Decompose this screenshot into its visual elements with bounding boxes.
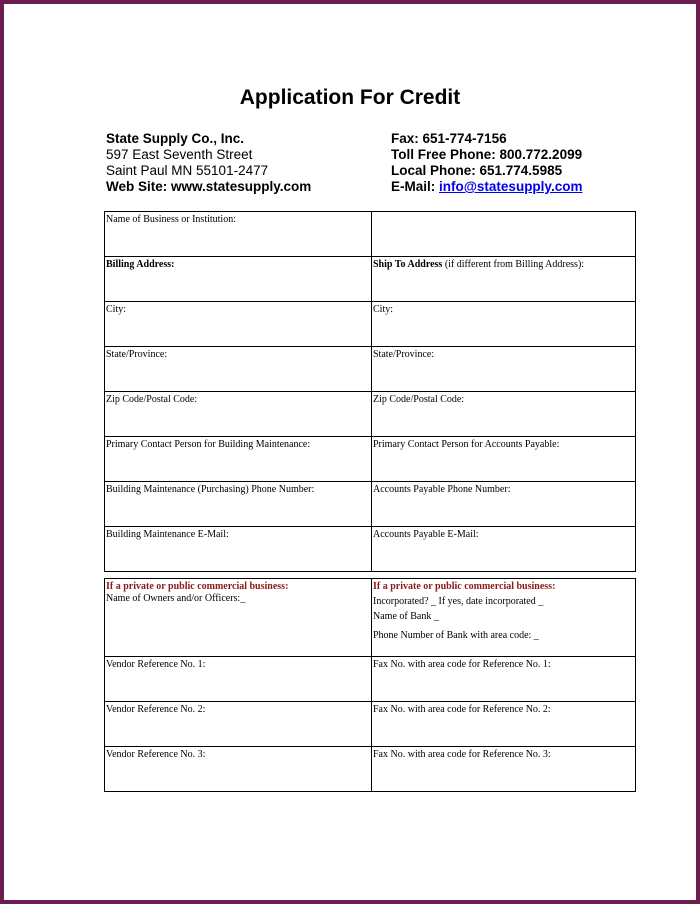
business-info-table	[104, 211, 636, 572]
billing-zip-field[interactable]	[105, 392, 372, 437]
business-references-table	[104, 578, 636, 792]
company-email-link[interactable]: info@statesupply.com	[439, 179, 583, 194]
maintenance-phone-field[interactable]	[105, 482, 372, 527]
field-label: Fax No. with area code for Reference No. 1:	[373, 659, 551, 670]
table-row	[105, 302, 636, 347]
vendor-reference-1-field[interactable]	[105, 657, 372, 702]
company-contact	[391, 131, 582, 195]
field-label: Accounts Payable Phone Number:	[373, 484, 511, 495]
field-label: Primary Contact Person for Accounts Payable:	[373, 439, 560, 450]
vendor-reference-2-field[interactable]	[105, 702, 372, 747]
table-row	[105, 527, 636, 572]
table-row	[105, 702, 636, 747]
field-label-note: (if different from Billing Address):	[442, 259, 585, 270]
section-heading: If a private or public commercial business:	[373, 581, 556, 592]
field-label: State/Province:	[106, 349, 168, 360]
company-name: State Supply Co., Inc.	[106, 131, 245, 146]
field-label: Vendor Reference No. 2:	[106, 704, 206, 715]
field-label: Name of Business or Institution:	[106, 214, 236, 225]
ship-to-address-field[interactable]	[372, 257, 636, 302]
business-name-extra-field[interactable]	[372, 212, 636, 257]
reference-2-fax-field[interactable]	[372, 702, 636, 747]
field-label: Zip Code/Postal Code:	[373, 394, 465, 405]
field-label: Vendor Reference No. 1:	[106, 659, 206, 670]
table-row	[105, 347, 636, 392]
field-label: City:	[373, 304, 394, 315]
field-label: Building Maintenance (Purchasing) Phone Number:	[106, 484, 315, 495]
company-local-phone: Local Phone: 651.774.5985	[391, 163, 563, 178]
section-heading: If a private or public commercial business:	[106, 581, 289, 592]
table-row	[105, 257, 636, 302]
company-city: Saint Paul MN 55101-2477	[106, 163, 269, 178]
ap-email-field[interactable]	[372, 527, 636, 572]
company-email-label: E-Mail:	[391, 179, 440, 194]
billing-address-field[interactable]	[105, 257, 372, 302]
maintenance-email-field[interactable]	[105, 527, 372, 572]
billing-state-field[interactable]	[105, 347, 372, 392]
ap-phone-field[interactable]	[372, 482, 636, 527]
business-name-field[interactable]	[105, 212, 372, 257]
field-label: Name of Owners and/or Officers:_	[106, 593, 246, 604]
field-label: Fax No. with area code for Reference No. 3:	[373, 749, 551, 760]
field-label: Phone Number of Bank with area code: _	[373, 630, 539, 641]
field-label: Ship To Address	[373, 259, 443, 270]
company-street: 597 East Seventh Street	[106, 147, 253, 162]
field-label: Billing Address:	[106, 259, 175, 270]
field-label: Zip Code/Postal Code:	[106, 394, 198, 405]
table-row	[105, 437, 636, 482]
table-row	[105, 579, 636, 657]
table-row	[105, 657, 636, 702]
reference-3-fax-field[interactable]	[372, 747, 636, 792]
table-row	[105, 482, 636, 527]
incorporation-bank-field[interactable]	[372, 579, 636, 657]
ship-city-field[interactable]	[372, 302, 636, 347]
field-label: Fax No. with area code for Reference No. 2:	[373, 704, 551, 715]
reference-1-fax-field[interactable]	[372, 657, 636, 702]
field-label: State/Province:	[373, 349, 435, 360]
company-email-line	[391, 179, 582, 195]
ship-state-field[interactable]	[372, 347, 636, 392]
ap-contact-field[interactable]	[372, 437, 636, 482]
company-fax: Fax: 651-774-7156	[391, 131, 507, 146]
company-website: Web Site: www.statesupply.com	[106, 179, 312, 194]
field-label: Building Maintenance E-Mail:	[106, 529, 229, 540]
field-label: Primary Contact Person for Building Maintenance:	[106, 439, 311, 450]
ship-zip-field[interactable]	[372, 392, 636, 437]
field-label: Accounts Payable E-Mail:	[373, 529, 479, 540]
field-label: City:	[106, 304, 127, 315]
billing-city-field[interactable]	[105, 302, 372, 347]
table-row	[105, 392, 636, 437]
field-label: Name of Bank _	[373, 611, 439, 622]
owners-officers-field[interactable]	[105, 579, 372, 657]
table-row	[105, 747, 636, 792]
field-label: Vendor Reference No. 3:	[106, 749, 206, 760]
page-title: Application For Credit	[239, 86, 461, 109]
table-row	[105, 212, 636, 257]
company-toll-free: Toll Free Phone: 800.772.2099	[391, 147, 583, 162]
maintenance-contact-field[interactable]	[105, 437, 372, 482]
field-label: Incorporated? _ If yes, date incorporated _	[373, 596, 544, 607]
vendor-reference-3-field[interactable]	[105, 747, 372, 792]
company-info	[106, 131, 311, 195]
